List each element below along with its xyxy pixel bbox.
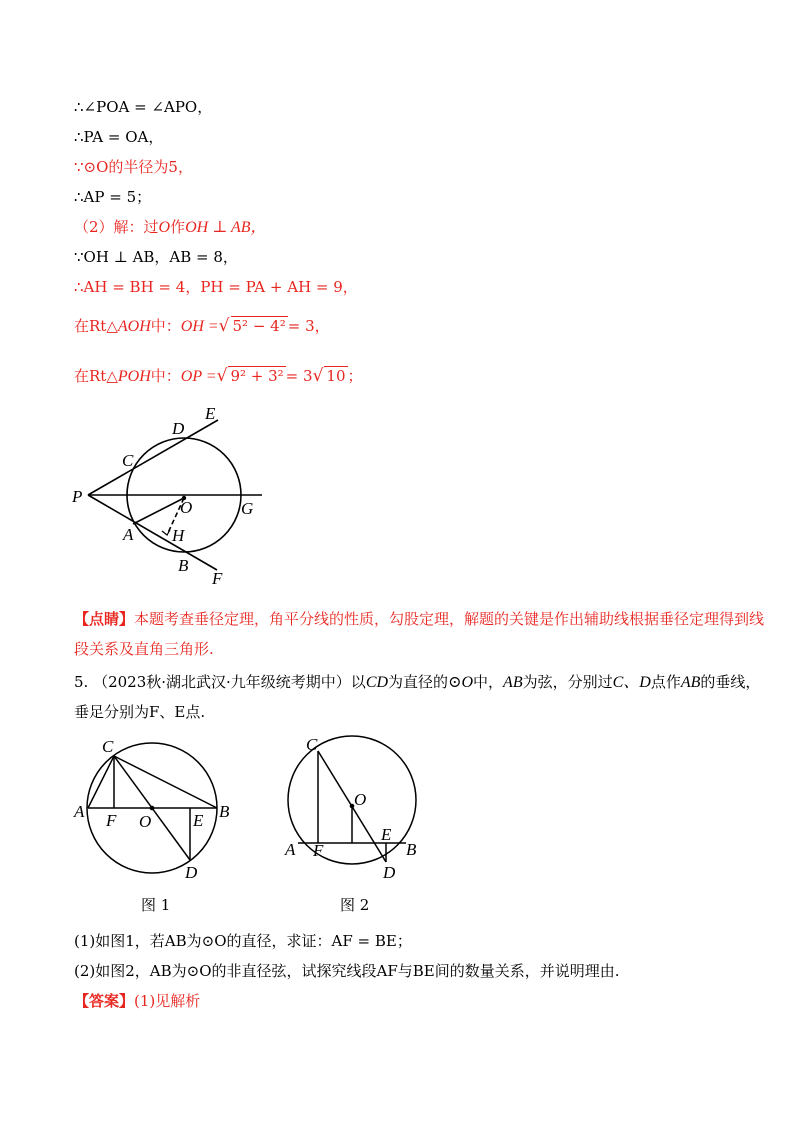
radical-icon: √	[312, 366, 324, 386]
answer-tag: 【答案】	[74, 992, 135, 1010]
text: ∴AP = 5；	[74, 188, 152, 206]
label-f: F	[106, 811, 117, 830]
answer-text: (1)见解析	[134, 992, 201, 1010]
label-o: O	[139, 812, 152, 831]
text: OP =	[180, 368, 217, 385]
label-o: O	[180, 498, 193, 517]
text: ∴AH = BH = 4，PH = PA + AH = 9，	[74, 278, 358, 296]
text: 为弦，分别过	[522, 673, 613, 691]
text: OH =	[180, 318, 219, 335]
label-g: G	[241, 499, 254, 518]
text: OH ⊥ AB，	[185, 219, 267, 236]
radicand: 10	[326, 367, 346, 385]
text: ；	[347, 367, 363, 385]
label-p: P	[72, 487, 83, 506]
label-o: O	[354, 790, 367, 809]
text: 在Rt△	[74, 367, 118, 385]
text: POH	[117, 368, 151, 385]
text: 中：	[150, 317, 181, 335]
text: ∵OH ⊥ AB，AB = 8，	[74, 248, 238, 266]
label-e: E	[193, 811, 204, 830]
figure-2-caption: 图 2	[340, 896, 370, 914]
text: AOH	[117, 318, 151, 335]
label-h: H	[172, 526, 185, 545]
label-b: B	[178, 556, 189, 575]
radicand: 5² − 4²	[232, 317, 286, 335]
label-d: D	[172, 419, 185, 438]
text: ∴∠POA = ∠APO，	[74, 98, 213, 116]
text: AB	[503, 674, 523, 691]
label-a: A	[285, 840, 296, 859]
label-d: D	[383, 863, 396, 882]
label-e: E	[381, 825, 392, 844]
text: O	[158, 219, 171, 236]
text: 的垂线，	[700, 673, 761, 691]
label-c: C	[102, 737, 114, 756]
question-2	[74, 961, 620, 981]
label-c: C	[122, 451, 134, 470]
text: AB	[680, 674, 701, 691]
figure-1-caption: 图 1	[141, 896, 171, 914]
text: 为直径的	[388, 673, 449, 691]
radical-icon: √	[216, 366, 228, 386]
text: (1)如图1，若AB为⊙O的直径，求证：AF = BE；	[74, 932, 412, 950]
text: C、D	[612, 674, 651, 691]
circle-symbol: ⊙	[83, 158, 97, 176]
text: 中：	[150, 367, 181, 385]
text: （2）解：过	[74, 218, 159, 236]
comment-tag: 【点睛】	[74, 610, 135, 628]
question-1	[74, 931, 412, 951]
text: 中，	[473, 673, 504, 691]
comment-text: 段关系及直角三角形.	[74, 640, 214, 658]
label-f: F	[212, 569, 223, 588]
circle-o	[288, 736, 416, 864]
answer-line	[74, 991, 200, 1011]
text: 点作	[650, 673, 681, 691]
label-a: A	[123, 525, 134, 544]
text: O的半径为5，	[96, 158, 193, 176]
radicand: 9² + 3²	[230, 367, 284, 385]
label-e: E	[205, 404, 216, 423]
text: CD	[365, 674, 389, 691]
text: = 3，	[287, 317, 330, 335]
text: 在Rt△	[74, 317, 118, 335]
problem-number: 5.	[74, 673, 89, 691]
label-c: C	[306, 735, 318, 754]
text: （2023秋·湖北武汉·九年级统考期中）以	[93, 673, 366, 691]
label-f: F	[313, 841, 324, 860]
label-b: B	[406, 840, 417, 859]
label-a: A	[74, 802, 85, 821]
text: = 3	[285, 367, 313, 385]
text: ⊙O	[448, 674, 474, 691]
text: 作	[170, 218, 186, 236]
label-d: D	[185, 863, 198, 882]
text: ∴PA = OA，	[74, 128, 164, 146]
text: (2)如图2，AB为⊙O的非直径弦，试探究线段AF与BE间的数量关系，并说明理由.	[74, 962, 620, 980]
comment-text: 本题考查垂径定理，角平分线的性质，勾股定理，解题的关键是作出辅助线根据垂径定理得到线	[134, 610, 765, 628]
label-b: B	[219, 802, 230, 821]
text: 垂足分别为F、E点.	[74, 703, 206, 721]
radical-icon: √	[218, 316, 230, 336]
text: ∵	[74, 158, 84, 176]
